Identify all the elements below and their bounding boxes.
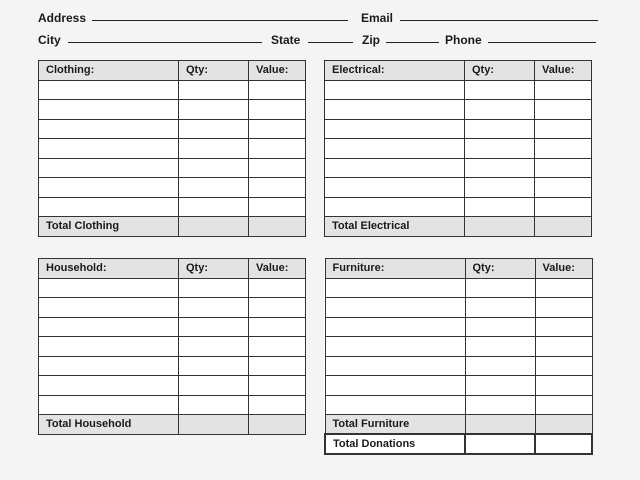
table-header-row bbox=[39, 61, 306, 81]
total-donations-value-cell[interactable] bbox=[535, 434, 592, 454]
total-household-label: Total Household bbox=[39, 415, 179, 435]
value-cell[interactable] bbox=[535, 100, 592, 120]
total-furniture-value-cell[interactable] bbox=[535, 415, 592, 435]
donations-total-row bbox=[325, 434, 592, 454]
table-header-row bbox=[39, 259, 306, 279]
qty-header: Qty: bbox=[465, 61, 535, 81]
table-header-row bbox=[325, 259, 592, 279]
entry-row bbox=[325, 158, 592, 178]
item-cell[interactable] bbox=[39, 100, 179, 120]
furniture-header: Furniture: bbox=[325, 259, 465, 279]
value-cell[interactable] bbox=[249, 178, 306, 198]
item-cell[interactable] bbox=[39, 395, 179, 415]
item-cell[interactable] bbox=[39, 139, 179, 159]
item-cell[interactable] bbox=[39, 298, 179, 318]
value-cell[interactable] bbox=[249, 100, 306, 120]
item-cell[interactable] bbox=[325, 278, 465, 298]
qty-cell[interactable] bbox=[179, 376, 249, 396]
value-cell[interactable] bbox=[249, 278, 306, 298]
state-field[interactable] bbox=[308, 42, 353, 43]
entry-row bbox=[39, 119, 306, 139]
address-label: Address bbox=[38, 11, 87, 25]
household-header: Household: bbox=[39, 259, 179, 279]
item-cell[interactable] bbox=[325, 376, 465, 396]
value-header: Value: bbox=[249, 61, 306, 81]
entry-row bbox=[39, 356, 306, 376]
qty-cell[interactable] bbox=[465, 278, 535, 298]
value-cell[interactable] bbox=[249, 376, 306, 396]
entry-row bbox=[39, 278, 306, 298]
item-cell[interactable] bbox=[39, 178, 179, 198]
entry-row bbox=[39, 317, 306, 337]
qty-cell[interactable] bbox=[179, 178, 249, 198]
value-cell[interactable] bbox=[535, 278, 592, 298]
item-cell[interactable] bbox=[39, 337, 179, 357]
value-cell[interactable] bbox=[535, 178, 592, 198]
qty-cell[interactable] bbox=[179, 298, 249, 318]
qty-header: Qty: bbox=[179, 259, 249, 279]
value-cell[interactable] bbox=[535, 197, 592, 217]
value-header: Value: bbox=[535, 61, 592, 81]
item-cell[interactable] bbox=[39, 158, 179, 178]
qty-cell[interactable] bbox=[465, 119, 535, 139]
qty-cell[interactable] bbox=[465, 80, 535, 100]
item-cell[interactable] bbox=[39, 317, 179, 337]
entry-row bbox=[39, 158, 306, 178]
furniture-entry-rows bbox=[325, 278, 592, 415]
item-cell[interactable] bbox=[325, 356, 465, 376]
qty-cell[interactable] bbox=[465, 197, 535, 217]
qty-cell[interactable] bbox=[179, 100, 249, 120]
entry-row bbox=[325, 395, 592, 415]
entry-row bbox=[325, 298, 592, 318]
qty-cell[interactable] bbox=[465, 139, 535, 159]
entry-row bbox=[39, 395, 306, 415]
state-label: State bbox=[271, 33, 301, 47]
qty-header: Qty: bbox=[179, 61, 249, 81]
item-cell[interactable] bbox=[325, 80, 465, 100]
total-furniture-qty-cell[interactable] bbox=[465, 415, 535, 435]
item-cell[interactable] bbox=[325, 158, 465, 178]
value-cell[interactable] bbox=[249, 317, 306, 337]
value-cell[interactable] bbox=[249, 395, 306, 415]
value-cell[interactable] bbox=[535, 337, 592, 357]
total-household-value-cell[interactable] bbox=[249, 415, 306, 435]
value-cell[interactable] bbox=[249, 356, 306, 376]
total-donations-qty-cell[interactable] bbox=[465, 434, 535, 454]
item-cell[interactable] bbox=[39, 376, 179, 396]
zip-label: Zip bbox=[362, 33, 380, 47]
value-cell[interactable] bbox=[535, 317, 592, 337]
electrical-entry-rows bbox=[325, 80, 592, 217]
household-table bbox=[38, 258, 306, 435]
item-cell[interactable] bbox=[325, 317, 465, 337]
entry-row bbox=[39, 376, 306, 396]
qty-cell[interactable] bbox=[465, 356, 535, 376]
qty-cell[interactable] bbox=[465, 317, 535, 337]
qty-cell[interactable] bbox=[179, 80, 249, 100]
entry-row bbox=[39, 197, 306, 217]
clothing-header: Clothing: bbox=[39, 61, 179, 81]
item-cell[interactable] bbox=[325, 395, 465, 415]
household-entry-rows bbox=[39, 278, 306, 415]
entry-row bbox=[325, 119, 592, 139]
entry-row bbox=[325, 139, 592, 159]
city-field[interactable] bbox=[68, 42, 262, 43]
qty-cell[interactable] bbox=[179, 197, 249, 217]
address-field[interactable] bbox=[92, 20, 348, 21]
entry-row bbox=[325, 178, 592, 198]
entry-row bbox=[325, 317, 592, 337]
entry-row bbox=[325, 100, 592, 120]
entry-row bbox=[39, 100, 306, 120]
value-cell[interactable] bbox=[535, 158, 592, 178]
email-field[interactable] bbox=[400, 20, 598, 21]
total-clothing-qty-cell[interactable] bbox=[179, 217, 249, 237]
value-cell[interactable] bbox=[249, 158, 306, 178]
value-cell[interactable] bbox=[535, 376, 592, 396]
qty-cell[interactable] bbox=[179, 119, 249, 139]
value-cell[interactable] bbox=[249, 197, 306, 217]
item-cell[interactable] bbox=[325, 139, 465, 159]
phone-field[interactable] bbox=[488, 42, 596, 43]
item-cell[interactable] bbox=[39, 278, 179, 298]
item-cell[interactable] bbox=[325, 298, 465, 318]
item-cell[interactable] bbox=[39, 356, 179, 376]
table-total-row bbox=[39, 415, 306, 435]
value-cell[interactable] bbox=[249, 119, 306, 139]
value-header: Value: bbox=[249, 259, 306, 279]
entry-row bbox=[325, 356, 592, 376]
zip-field[interactable] bbox=[386, 42, 439, 43]
table-total-row bbox=[325, 217, 592, 237]
qty-cell[interactable] bbox=[179, 317, 249, 337]
qty-cell[interactable] bbox=[179, 158, 249, 178]
entry-row bbox=[325, 197, 592, 217]
total-clothing-value-cell[interactable] bbox=[249, 217, 306, 237]
qty-cell[interactable] bbox=[179, 278, 249, 298]
item-cell[interactable] bbox=[325, 100, 465, 120]
value-cell[interactable] bbox=[535, 119, 592, 139]
electrical-table bbox=[324, 60, 592, 237]
value-cell[interactable] bbox=[249, 80, 306, 100]
entry-row bbox=[39, 80, 306, 100]
electrical-header: Electrical: bbox=[325, 61, 465, 81]
value-header: Value: bbox=[535, 259, 592, 279]
item-cell[interactable] bbox=[325, 178, 465, 198]
table-total-row bbox=[39, 217, 306, 237]
entry-row bbox=[39, 139, 306, 159]
entry-row bbox=[325, 376, 592, 396]
table-total-row bbox=[325, 415, 592, 435]
item-cell[interactable] bbox=[325, 337, 465, 357]
value-cell[interactable] bbox=[535, 356, 592, 376]
qty-cell[interactable] bbox=[465, 298, 535, 318]
total-electrical-label: Total Electrical bbox=[325, 217, 465, 237]
item-cell[interactable] bbox=[39, 80, 179, 100]
city-label: City bbox=[38, 33, 61, 47]
item-cell[interactable] bbox=[325, 119, 465, 139]
qty-cell[interactable] bbox=[179, 139, 249, 159]
total-clothing-label: Total Clothing bbox=[39, 217, 179, 237]
qty-cell[interactable] bbox=[465, 337, 535, 357]
total-electrical-qty-cell[interactable] bbox=[465, 217, 535, 237]
total-household-qty-cell[interactable] bbox=[179, 415, 249, 435]
phone-label: Phone bbox=[445, 33, 482, 47]
total-donations-label: Total Donations bbox=[325, 434, 465, 454]
item-cell[interactable] bbox=[325, 197, 465, 217]
qty-cell[interactable] bbox=[465, 100, 535, 120]
value-cell[interactable] bbox=[535, 395, 592, 415]
entry-row bbox=[39, 178, 306, 198]
furniture-table bbox=[324, 258, 593, 455]
entry-row bbox=[325, 337, 592, 357]
qty-cell[interactable] bbox=[465, 376, 535, 396]
entry-row bbox=[325, 278, 592, 298]
email-label: Email bbox=[361, 11, 394, 25]
value-cell[interactable] bbox=[535, 80, 592, 100]
value-cell[interactable] bbox=[535, 139, 592, 159]
qty-cell[interactable] bbox=[179, 395, 249, 415]
entry-row bbox=[39, 337, 306, 357]
table-header-row bbox=[325, 61, 592, 81]
total-electrical-value-cell[interactable] bbox=[535, 217, 592, 237]
qty-cell[interactable] bbox=[465, 158, 535, 178]
qty-cell[interactable] bbox=[179, 337, 249, 357]
item-cell[interactable] bbox=[39, 119, 179, 139]
value-cell[interactable] bbox=[249, 337, 306, 357]
value-cell[interactable] bbox=[249, 298, 306, 318]
value-cell[interactable] bbox=[249, 139, 306, 159]
clothing-entry-rows bbox=[39, 80, 306, 217]
value-cell[interactable] bbox=[535, 298, 592, 318]
qty-header: Qty: bbox=[465, 259, 535, 279]
qty-cell[interactable] bbox=[465, 395, 535, 415]
entry-row bbox=[39, 298, 306, 318]
entry-row bbox=[325, 80, 592, 100]
qty-cell[interactable] bbox=[179, 356, 249, 376]
total-furniture-label: Total Furniture bbox=[325, 415, 465, 435]
qty-cell[interactable] bbox=[465, 178, 535, 198]
item-cell[interactable] bbox=[39, 197, 179, 217]
clothing-table bbox=[38, 60, 306, 237]
